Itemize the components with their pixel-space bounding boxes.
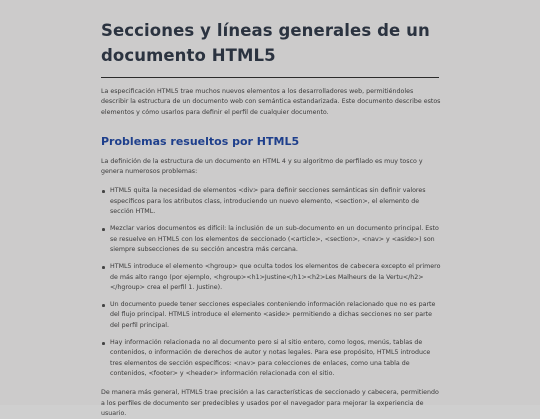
bullet-icon — [102, 190, 105, 193]
list-item-text: Un documento puede tener secciones especiales conteniendo información relacionado que no es parte del flujo principal. HTML5 introduce el elemento <aside> permitiendo a dichas secciones no ser parte del perfil principal. — [110, 301, 436, 329]
list-item — [101, 300, 441, 331]
list-item-text: HTML5 quita la necesidad de elementos <div> para definir secciones semánticas sin definir valores específicos para los atributos class, introduciendo un nuevo elemento, <section>, el elemento de sección HTML. — [110, 187, 426, 216]
closing-paragraph: De manera más general, HTML5 trae precisión a las características de seccionado y cabecera, permitiendo a los perfiles de documento ser predecibles y usados por el navegador para mejorar la experiencia de usuario. — [101, 389, 439, 417]
bullet-icon — [102, 266, 105, 269]
list-item — [101, 224, 441, 255]
problems-list — [101, 186, 441, 379]
intro-paragraph: La especificación HTML5 trae muchos nuevos elementos a los desarrolladores web, permitiéndoles describir la estructura de un documento web con semántica estandarizada. Este documento describe estos elementos y cómo usarlos para definir el perfil de cualquier documento. — [101, 88, 441, 116]
title-divider — [101, 77, 439, 78]
list-item-text: Mezclar varios documentos es difícil: la inclusión de un sub-documento en un documento principal. Esto se resuelve en HTML5 con los elementos de seccionado (<article>, <section>, <nav> y <aside>) son siempre subsecciones de su sección ancestra más cercana. — [110, 225, 439, 253]
section-intro-paragraph: La definición de la estructura de un documento en HTML 4 y su algoritmo de perfilado es muy tosco y genera numerosos problemas: — [101, 157, 423, 176]
bullet-icon — [102, 228, 105, 231]
bullet-icon — [102, 342, 105, 345]
bullet-icon — [102, 304, 105, 307]
list-item-text: HTML5 introduce el elemento <hgroup> que oculta todos los elementos de cabecera excepto el primero de más alto rango (por ejemplo, <hgroup><h1>Justine</h1><h2>Les Malheurs de la Vertu</h2></hgroup> crea el perfil 1. Justine). — [110, 263, 441, 291]
section-heading: Problemas resueltos por HTML5 — [101, 134, 300, 148]
list-item — [101, 338, 441, 379]
list-item — [101, 262, 441, 293]
list-item-text: Hay información relacionada no al documento pero si al sitio entero, como logos, menús, tablas de contenidos, o información de derechos de autor y notas legales. Para ese propósito, HTML5 introduce tres elementos de sección específicos: <nav> para colecciones de enlaces, como una tabla de contenidos, <footer> y <header> información relacionada con el sitio. — [110, 339, 431, 377]
list-item — [101, 186, 441, 217]
page-title: Secciones y líneas generales de un documento HTML5 — [101, 21, 430, 65]
article-content — [101, 18, 441, 419]
